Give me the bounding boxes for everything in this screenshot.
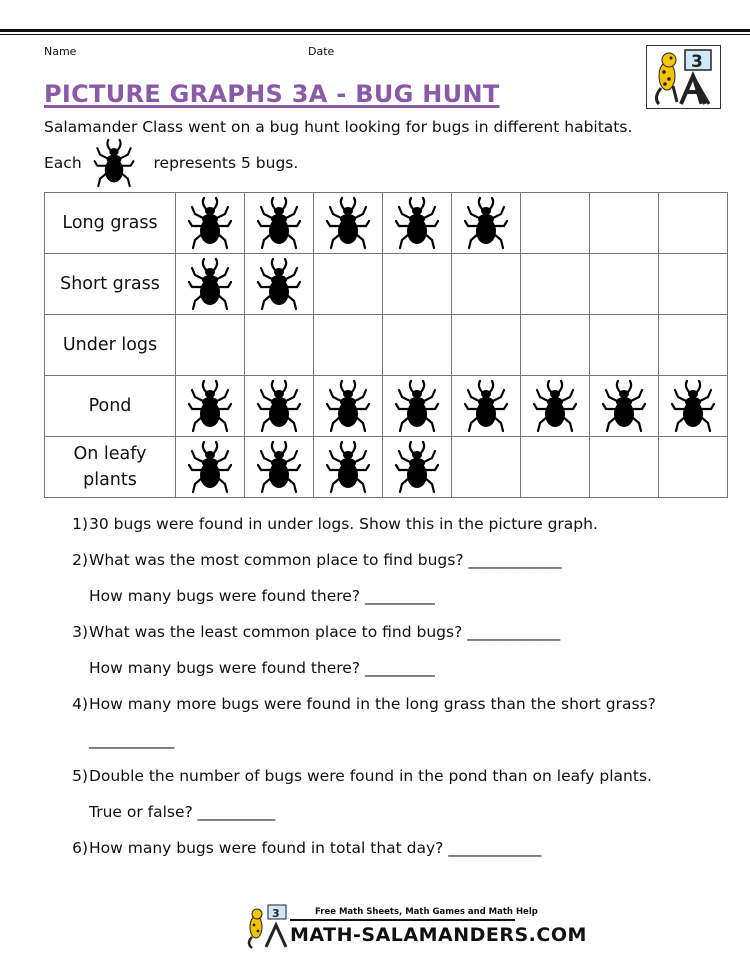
graph-cell[interactable] xyxy=(452,193,521,254)
graph-cell[interactable] xyxy=(245,315,314,376)
graph-cell[interactable] xyxy=(383,376,452,437)
footer-logo xyxy=(244,903,292,953)
bug-icon xyxy=(463,196,509,250)
graph-row xyxy=(45,254,728,315)
graph-cell[interactable] xyxy=(314,315,383,376)
question-number: 3) xyxy=(72,623,88,641)
bug-icon xyxy=(394,379,440,433)
graph-cell[interactable] xyxy=(176,376,245,437)
bug-icon xyxy=(92,138,136,188)
graph-cell[interactable] xyxy=(176,193,245,254)
footer-badge: 3 xyxy=(272,907,280,920)
bug-icon xyxy=(463,379,509,433)
category-label: Under logs xyxy=(45,315,176,376)
graph-cell[interactable] xyxy=(521,254,590,315)
graph-cell[interactable] xyxy=(245,376,314,437)
date-label: Date xyxy=(308,45,335,58)
graph-cell[interactable] xyxy=(659,376,728,437)
graph-cell[interactable] xyxy=(314,437,383,498)
graph-cell[interactable] xyxy=(245,254,314,315)
graph-cell[interactable] xyxy=(590,315,659,376)
grade-badge: 3 xyxy=(691,52,703,72)
question-text: How many bugs were found in total that day? ____________ xyxy=(89,839,542,857)
bug-icon xyxy=(325,440,371,494)
bug-icon xyxy=(256,440,302,494)
question-text: 30 bugs were found in under logs. Show this in the picture graph. xyxy=(89,515,598,533)
bug-icon xyxy=(325,196,371,250)
graph-cell[interactable] xyxy=(521,315,590,376)
graph-row xyxy=(45,376,728,437)
bug-icon xyxy=(187,257,233,311)
graph-cell[interactable] xyxy=(452,376,521,437)
graph-cell[interactable] xyxy=(659,315,728,376)
question-text: How many bugs were found there? _________ xyxy=(89,587,435,605)
bug-icon xyxy=(256,257,302,311)
category-label: On leafy plants xyxy=(45,437,176,498)
bug-icon xyxy=(187,440,233,494)
graph-cell[interactable] xyxy=(521,437,590,498)
key-text xyxy=(44,154,298,172)
top-rule xyxy=(0,29,750,32)
graph-cell[interactable] xyxy=(176,437,245,498)
graph-cell[interactable] xyxy=(659,254,728,315)
top-rule-thin xyxy=(0,34,750,35)
bug-icon xyxy=(601,379,647,433)
question-text: How many more bugs were found in the long grass than the short grass? xyxy=(89,695,656,713)
bug-icon xyxy=(394,440,440,494)
bug-icon xyxy=(325,379,371,433)
footer-rule xyxy=(290,919,515,921)
question-text: What was the most common place to find bugs? ____________ xyxy=(89,551,562,569)
graph-row xyxy=(45,193,728,254)
graph-cell[interactable] xyxy=(452,315,521,376)
footer-site[interactable]: MATH-SALAMANDERS.COM xyxy=(290,924,587,946)
question-number: 5) xyxy=(72,767,88,785)
name-label: Name xyxy=(44,45,77,58)
bug-icon xyxy=(532,379,578,433)
graph-cell[interactable] xyxy=(314,376,383,437)
graph-cell[interactable] xyxy=(590,193,659,254)
page-title: PICTURE GRAPHS 3A - BUG HUNT xyxy=(44,80,500,108)
bug-icon xyxy=(187,379,233,433)
graph-cell[interactable] xyxy=(590,376,659,437)
key-prefix: Each xyxy=(44,154,82,172)
graph-cell[interactable] xyxy=(314,254,383,315)
question-text: ___________ xyxy=(89,731,175,749)
graph-row xyxy=(45,437,728,498)
category-label: Pond xyxy=(45,376,176,437)
question-number: 2) xyxy=(72,551,88,569)
graph-cell[interactable] xyxy=(383,437,452,498)
salamander-logo xyxy=(646,45,721,109)
key-suffix: represents 5 bugs. xyxy=(153,154,299,172)
question-text: True or false? __________ xyxy=(89,803,276,821)
graph-cell[interactable] xyxy=(659,437,728,498)
question-text: How many bugs were found there? _________ xyxy=(89,659,435,677)
intro-text: Salamander Class went on a bug hunt looking for bugs in different habitats. xyxy=(44,118,633,136)
bug-icon xyxy=(256,379,302,433)
graph-cell[interactable] xyxy=(659,193,728,254)
question-text: Double the number of bugs were found in the pond than on leafy plants. xyxy=(89,767,652,785)
graph-cell[interactable] xyxy=(383,254,452,315)
question-number: 1) xyxy=(72,515,88,533)
graph-cell[interactable] xyxy=(521,193,590,254)
bug-icon xyxy=(670,379,716,433)
question-number: 4) xyxy=(72,695,88,713)
graph-cell[interactable] xyxy=(245,193,314,254)
graph-cell[interactable] xyxy=(383,315,452,376)
category-label: Short grass xyxy=(45,254,176,315)
graph-cell[interactable] xyxy=(452,254,521,315)
bug-icon xyxy=(187,196,233,250)
bug-icon xyxy=(256,196,302,250)
picture-graph xyxy=(44,192,728,498)
bug-icon xyxy=(394,196,440,250)
question-text: What was the least common place to find bugs? ____________ xyxy=(89,623,561,641)
graph-cell[interactable] xyxy=(176,254,245,315)
question-number: 6) xyxy=(72,839,88,857)
graph-cell[interactable] xyxy=(590,254,659,315)
graph-cell[interactable] xyxy=(521,376,590,437)
graph-cell[interactable] xyxy=(314,193,383,254)
graph-cell[interactable] xyxy=(176,315,245,376)
graph-cell[interactable] xyxy=(590,437,659,498)
graph-cell[interactable] xyxy=(245,437,314,498)
category-label: Long grass xyxy=(45,193,176,254)
footer-tagline: Free Math Sheets, Math Games and Math Help xyxy=(315,907,538,917)
graph-cell[interactable] xyxy=(452,437,521,498)
graph-cell[interactable] xyxy=(383,193,452,254)
graph-row xyxy=(45,315,728,376)
